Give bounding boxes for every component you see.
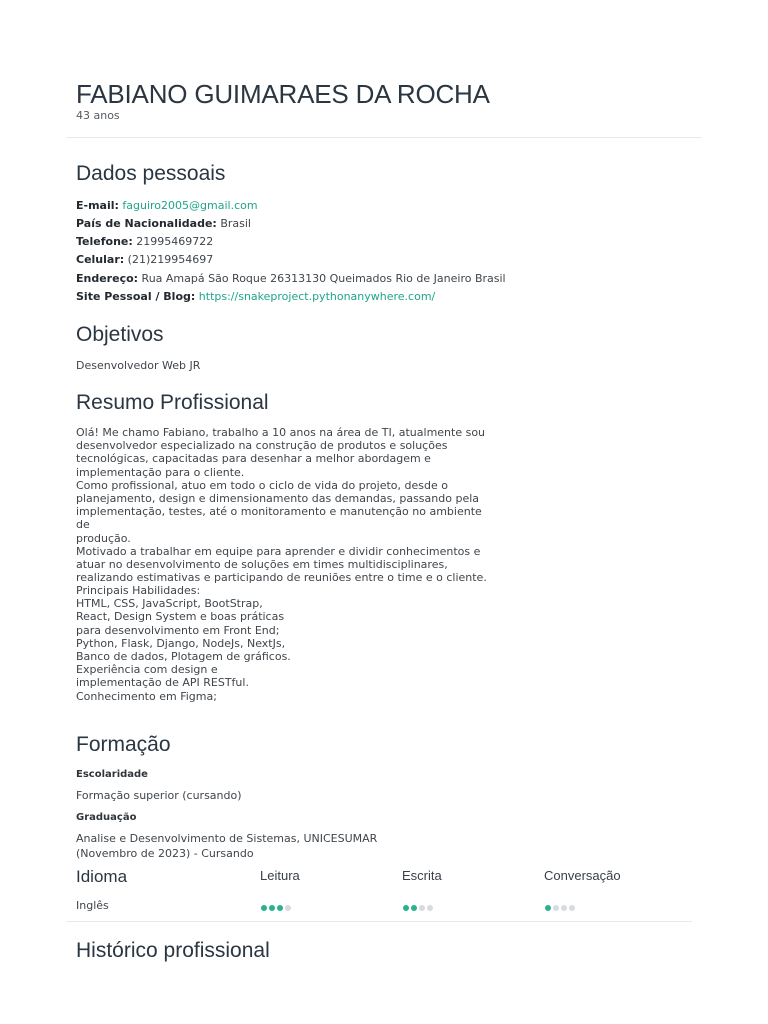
schooling-label: Escolaridade: [76, 769, 148, 780]
header-divider: [66, 137, 702, 138]
site-link[interactable]: https://snakeproject.pythonanywhere.com/: [198, 290, 436, 303]
graduation-course: Analise e Desenvolvimento de Sistemas, UNICESUMAR: [76, 832, 378, 845]
writing-column-header: Escrita: [402, 868, 442, 883]
level-dot-filled: [403, 905, 409, 911]
cell-row: [76, 253, 213, 266]
summary-paragraph: Olá! Me chamo Fabiano, trabalho a 10 anos na área de TI, atualmente sou desenvolvedor especializado na construção de produtos e soluções tecnológicas, capacitadas para desenhar a melhor abordagem e implementação para o cliente. Como profissional, atuo em todo o ciclo de vida do projeto, desde o planejamento, design e dimensionamento das demandas, passando pela implementação, testes, até o monitoramento e manutenção no ambiente de produção. Motivado a trabalhar em equipe para aprender e dividir conhecimentos e atuar no desenvolvimento de soluções em times multidisciplinares, realizando estimativas e participando de reuniões entre o time e o cliente.: [76, 426, 487, 585]
summary-title: Resumo Profissional: [76, 391, 269, 414]
level-dot-empty: [561, 905, 567, 911]
level-dot-filled: [411, 905, 417, 911]
candidate-name: FABIANO GUIMARAES DA ROCHA: [76, 79, 490, 109]
nationality-label: País de Nacionalidade:: [76, 217, 217, 230]
phone-row: [76, 235, 213, 248]
graduation-label: Graduação: [76, 812, 137, 823]
cell-label: Celular:: [76, 253, 125, 266]
level-dot-empty: [419, 905, 425, 911]
level-dot-empty: [569, 905, 575, 911]
address-label: Endereço:: [76, 272, 139, 285]
reading-column-header: Leitura: [260, 868, 300, 883]
candidate-age: 43 anos: [76, 109, 120, 122]
speaking-level-dots: [545, 905, 575, 911]
languages-divider: [66, 921, 692, 922]
cell-value: (21)219954697: [127, 253, 214, 266]
schooling-value: Formação superior (cursando): [76, 789, 242, 802]
email-label: E-mail:: [76, 199, 119, 212]
skills-paragraph: Principais Habilidades: HTML, CSS, JavaScript, BootStrap, React, Design System e boas práticas para desenvolvimento em Front End; Python, Flask, Django, NodeJs, NextJs, Banco de dados, Plotagem de gráficos. Experiência com design e implementação de API RESTful. Conhecimento em Figma;: [76, 584, 291, 703]
level-dot-filled: [545, 905, 551, 911]
level-dot-filled: [269, 905, 275, 911]
writing-level-dots: [403, 905, 433, 911]
phone-label: Telefone:: [76, 235, 133, 248]
languages-title: Idioma: [76, 867, 128, 886]
objectives-title: Objetivos: [76, 323, 164, 346]
education-title: Formação: [76, 733, 171, 756]
personal-data-title: Dados pessoais: [76, 162, 226, 185]
history-title: Histórico profissional: [76, 939, 270, 962]
level-dot-empty: [427, 905, 433, 911]
level-dot-filled: [261, 905, 267, 911]
level-dot-empty: [285, 905, 291, 911]
email-link[interactable]: faguiro2005@gmail.com: [122, 199, 258, 212]
speaking-column-header: Conversação: [544, 868, 621, 883]
objectives-text: Desenvolvedor Web JR: [76, 359, 201, 372]
address-value: Rua Amapá São Roque 26313130 Queimados Rio de Janeiro Brasil: [141, 272, 506, 285]
nationality-value: Brasil: [220, 217, 251, 230]
language-name: Inglês: [76, 899, 109, 912]
level-dot-empty: [553, 905, 559, 911]
reading-level-dots: [261, 905, 291, 911]
address-row: [76, 272, 506, 285]
nationality-row: [76, 217, 251, 230]
site-row: [76, 290, 435, 303]
email-row: [76, 199, 258, 212]
phone-value: 21995469722: [136, 235, 214, 248]
site-label: Site Pessoal / Blog:: [76, 290, 196, 303]
graduation-status: (Novembro de 2023) - Cursando: [76, 847, 254, 860]
level-dot-filled: [277, 905, 283, 911]
